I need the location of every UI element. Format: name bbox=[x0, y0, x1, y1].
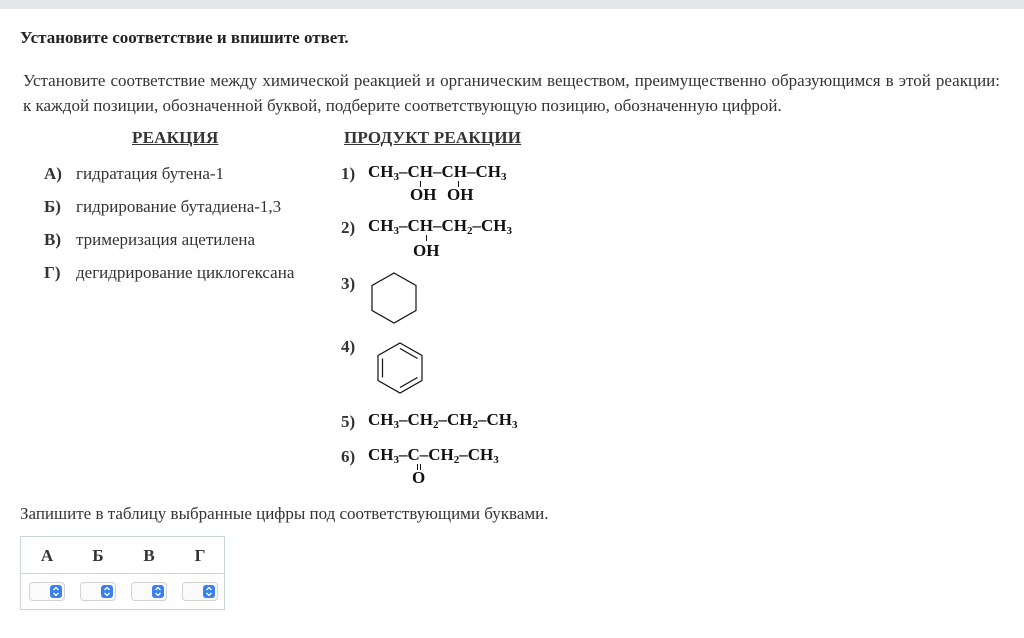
product-number-4: 4) bbox=[341, 337, 356, 356]
reaction-text: тримеризация ацетилена bbox=[76, 230, 256, 249]
product-2-formula: $CH_3-CH-CH_2-CH_3$ bbox=[368, 216, 512, 237]
reaction-letter: А) bbox=[44, 164, 62, 183]
answer-header-a: А bbox=[40, 546, 54, 565]
answer-select-v[interactable] bbox=[131, 582, 167, 601]
reaction-text: гидратация бутена-1 bbox=[76, 164, 225, 183]
answer-select-g[interactable] bbox=[182, 582, 218, 601]
product-number-2: 2) bbox=[341, 218, 356, 237]
benzene-ring-icon bbox=[374, 340, 426, 396]
product-column-header: ПРОДУКТ РЕАКЦИИ bbox=[344, 128, 522, 147]
reaction-item-v bbox=[44, 230, 255, 250]
reaction-column-header: РЕАКЦИЯ bbox=[132, 128, 219, 147]
reaction-letter: В) bbox=[44, 230, 61, 249]
reaction-item-a bbox=[44, 164, 224, 184]
chevron-updown-icon bbox=[101, 585, 113, 598]
reaction-letter: Г) bbox=[44, 263, 61, 282]
chevron-updown-icon bbox=[152, 585, 164, 598]
reaction-item-b bbox=[44, 197, 281, 217]
answer-select-b[interactable] bbox=[80, 582, 116, 601]
reaction-letter: Б) bbox=[44, 197, 61, 216]
task-header: Установите соответствие и впишите ответ. bbox=[20, 28, 349, 47]
chevron-updown-icon bbox=[203, 585, 215, 598]
answer-table-header bbox=[21, 537, 224, 574]
chevron-updown-icon bbox=[50, 585, 62, 598]
product-number-1: 1) bbox=[341, 164, 356, 183]
answer-table bbox=[20, 536, 225, 610]
answer-instruction: Запишите в таблицу выбранные цифры под соответствующими буквами. bbox=[20, 504, 549, 523]
reaction-text: дегидрирование циклогексана bbox=[76, 263, 295, 282]
top-bar bbox=[0, 0, 1024, 9]
oh-group: OH bbox=[410, 185, 437, 204]
answer-header-b: Б bbox=[92, 546, 104, 565]
product-number-3: 3) bbox=[341, 274, 356, 293]
product-number-6: 6) bbox=[341, 447, 356, 466]
oh-group: OH bbox=[447, 185, 474, 204]
oh-group: OH bbox=[413, 241, 440, 260]
reaction-text: гидрирование бутадиена-1,3 bbox=[76, 197, 282, 216]
product-6-formula: $CH_3-C-CH_2-CH_3$ bbox=[368, 445, 499, 466]
product-number-5: 5) bbox=[341, 412, 356, 431]
answer-header-v: В bbox=[143, 546, 155, 565]
task-intro: Установите соответствие между химической реакцией и органическим веществом, преимущественно образующимся в этой реакции: к каждой позиции, обозначенной буквой, подберите соответствующую позицию, обозначенную цифрой. bbox=[23, 71, 1000, 115]
product-1-formula: $CH_3-CH-CH-CH_3$ bbox=[368, 162, 507, 183]
cyclohexane-ring-icon bbox=[368, 270, 420, 326]
answer-select-a[interactable] bbox=[29, 582, 65, 601]
answer-header-g: Г bbox=[194, 546, 206, 565]
product-5-formula: $CH_3-CH_2-CH_2-CH_3$ bbox=[368, 410, 518, 431]
reaction-item-g bbox=[44, 263, 294, 283]
carbonyl-oxygen: O bbox=[412, 468, 426, 487]
